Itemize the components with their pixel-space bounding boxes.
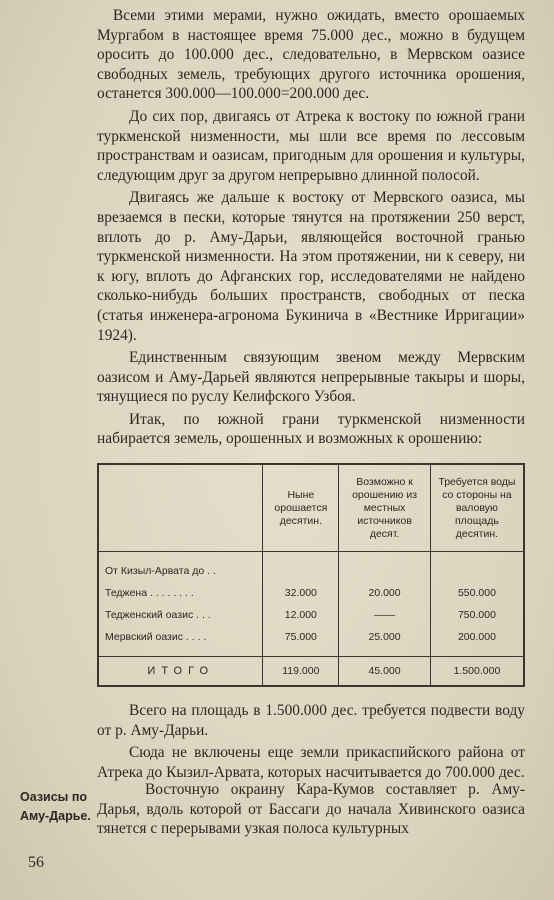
- row-possible: 25.000: [339, 626, 431, 648]
- irrigation-table: [97, 463, 525, 687]
- table-row: [98, 582, 524, 604]
- margin-heading: Оазисы по Аму-Дарье.: [20, 790, 91, 823]
- row-label: От Кизыл-Арвата до . .: [98, 560, 263, 582]
- row-now: [263, 560, 339, 582]
- paragraph-4: Единственным связующим звеном между Мервским оазисом и Аму-Дарьей являются непрерывные такыры и шоры, тянущиеся по руслу Келифского Узбоя.: [97, 349, 525, 406]
- paragraph-after-table-2: Сюда не включены еще земли прикаспийского района от Атрека до Кызил-Арвата, которых насчитывается до 700.000 дес.: [97, 744, 525, 781]
- row-possible: [339, 560, 431, 582]
- table-header-required: Требуется воды со стороны на валовую площадь десятин.: [430, 464, 524, 552]
- row-required: 200.000: [430, 626, 524, 648]
- row-required: [430, 560, 524, 582]
- table-spacer-row: [98, 648, 524, 657]
- paragraph-after-table-1: Всего на площадь в 1.500.000 дес. требуется подвести воду от р. Аму-Дарьи.: [97, 702, 525, 739]
- table-header-now: Ныне орошается десятин.: [263, 464, 339, 552]
- table-spacer-row: [98, 552, 524, 561]
- last-paragraph: Восточную окраину Кара-Кумов составляет р. Аму-Дарья, вдоль которой от Бассаги до начала Хивинского оазиса тянется с перерывами узкая полоса культурных: [97, 781, 525, 838]
- row-required: 550.000: [430, 582, 524, 604]
- paragraph-2: До сих пор, двигаясь от Атрека к востоку по южной грани туркменской низменности, мы шли все время по лессовым пространствам и оазисам, пригодным для орошения и культуры, следующим друг за другом непрерывно длинной полосой.: [97, 107, 525, 184]
- table-header-row: [98, 464, 524, 552]
- row-now: 75.000: [263, 626, 339, 648]
- table-header-possible: Возможно к орошению из местных источников десят.: [339, 464, 431, 552]
- table-row: [98, 560, 524, 582]
- total-label: ИТОГО: [98, 657, 263, 687]
- paragraph-3: Двигаясь же дальше к востоку от Мервского оазиса, мы врезаемся в пески, которые тянутся на протяжении 250 верст, вплоть до р. Аму-Дарьи, являющейся восточной гранью туркменской низменности. На этом протяжении, ни к северу, ни к югу, вплоть до Афганских гор, исследователями не найдено сколько-нибудь больших пространств, свободных от песка (статья инженера-агронома Букинича в «Вестнике Ирригации» 1924).: [97, 189, 525, 344]
- row-now: 32.000: [263, 582, 339, 604]
- total-now: 119.000: [263, 657, 339, 687]
- table-row: [98, 626, 524, 648]
- table-total-row: [98, 657, 524, 687]
- table-header-label: [98, 464, 263, 552]
- row-label: Мервский оазис . . . .: [98, 626, 263, 648]
- row-possible: 20.000: [339, 582, 431, 604]
- paragraph-1: Всеми этими мерами, нужно ожидать, вместо орошаемых Мургабом в настоящее время 75.000 дес., можно в будущем оросить до 100.000 дес., следовательно, в Мервском оазисе свободных земель, требующих другого источника орошения, останется 300.000—100.000=200.000 дес.: [97, 7, 525, 103]
- page-number: 56: [28, 854, 44, 871]
- row-label: Тедженский оазис . . .: [98, 604, 263, 626]
- row-possible: ——: [339, 604, 431, 626]
- table-row: [98, 604, 524, 626]
- main-text-column: [97, 6, 525, 785]
- paragraph-5: Итак, по южной грани туркменской низменности набирается земель, орошенных и возможных к орошению:: [97, 410, 525, 448]
- row-label: Теджена . . . . . . . .: [98, 582, 263, 604]
- total-required: 1.500.000: [430, 657, 524, 687]
- total-possible: 45.000: [339, 657, 431, 687]
- row-now: 12.000: [263, 604, 339, 626]
- last-paragraph-block: [97, 780, 525, 839]
- row-required: 750.000: [430, 604, 524, 626]
